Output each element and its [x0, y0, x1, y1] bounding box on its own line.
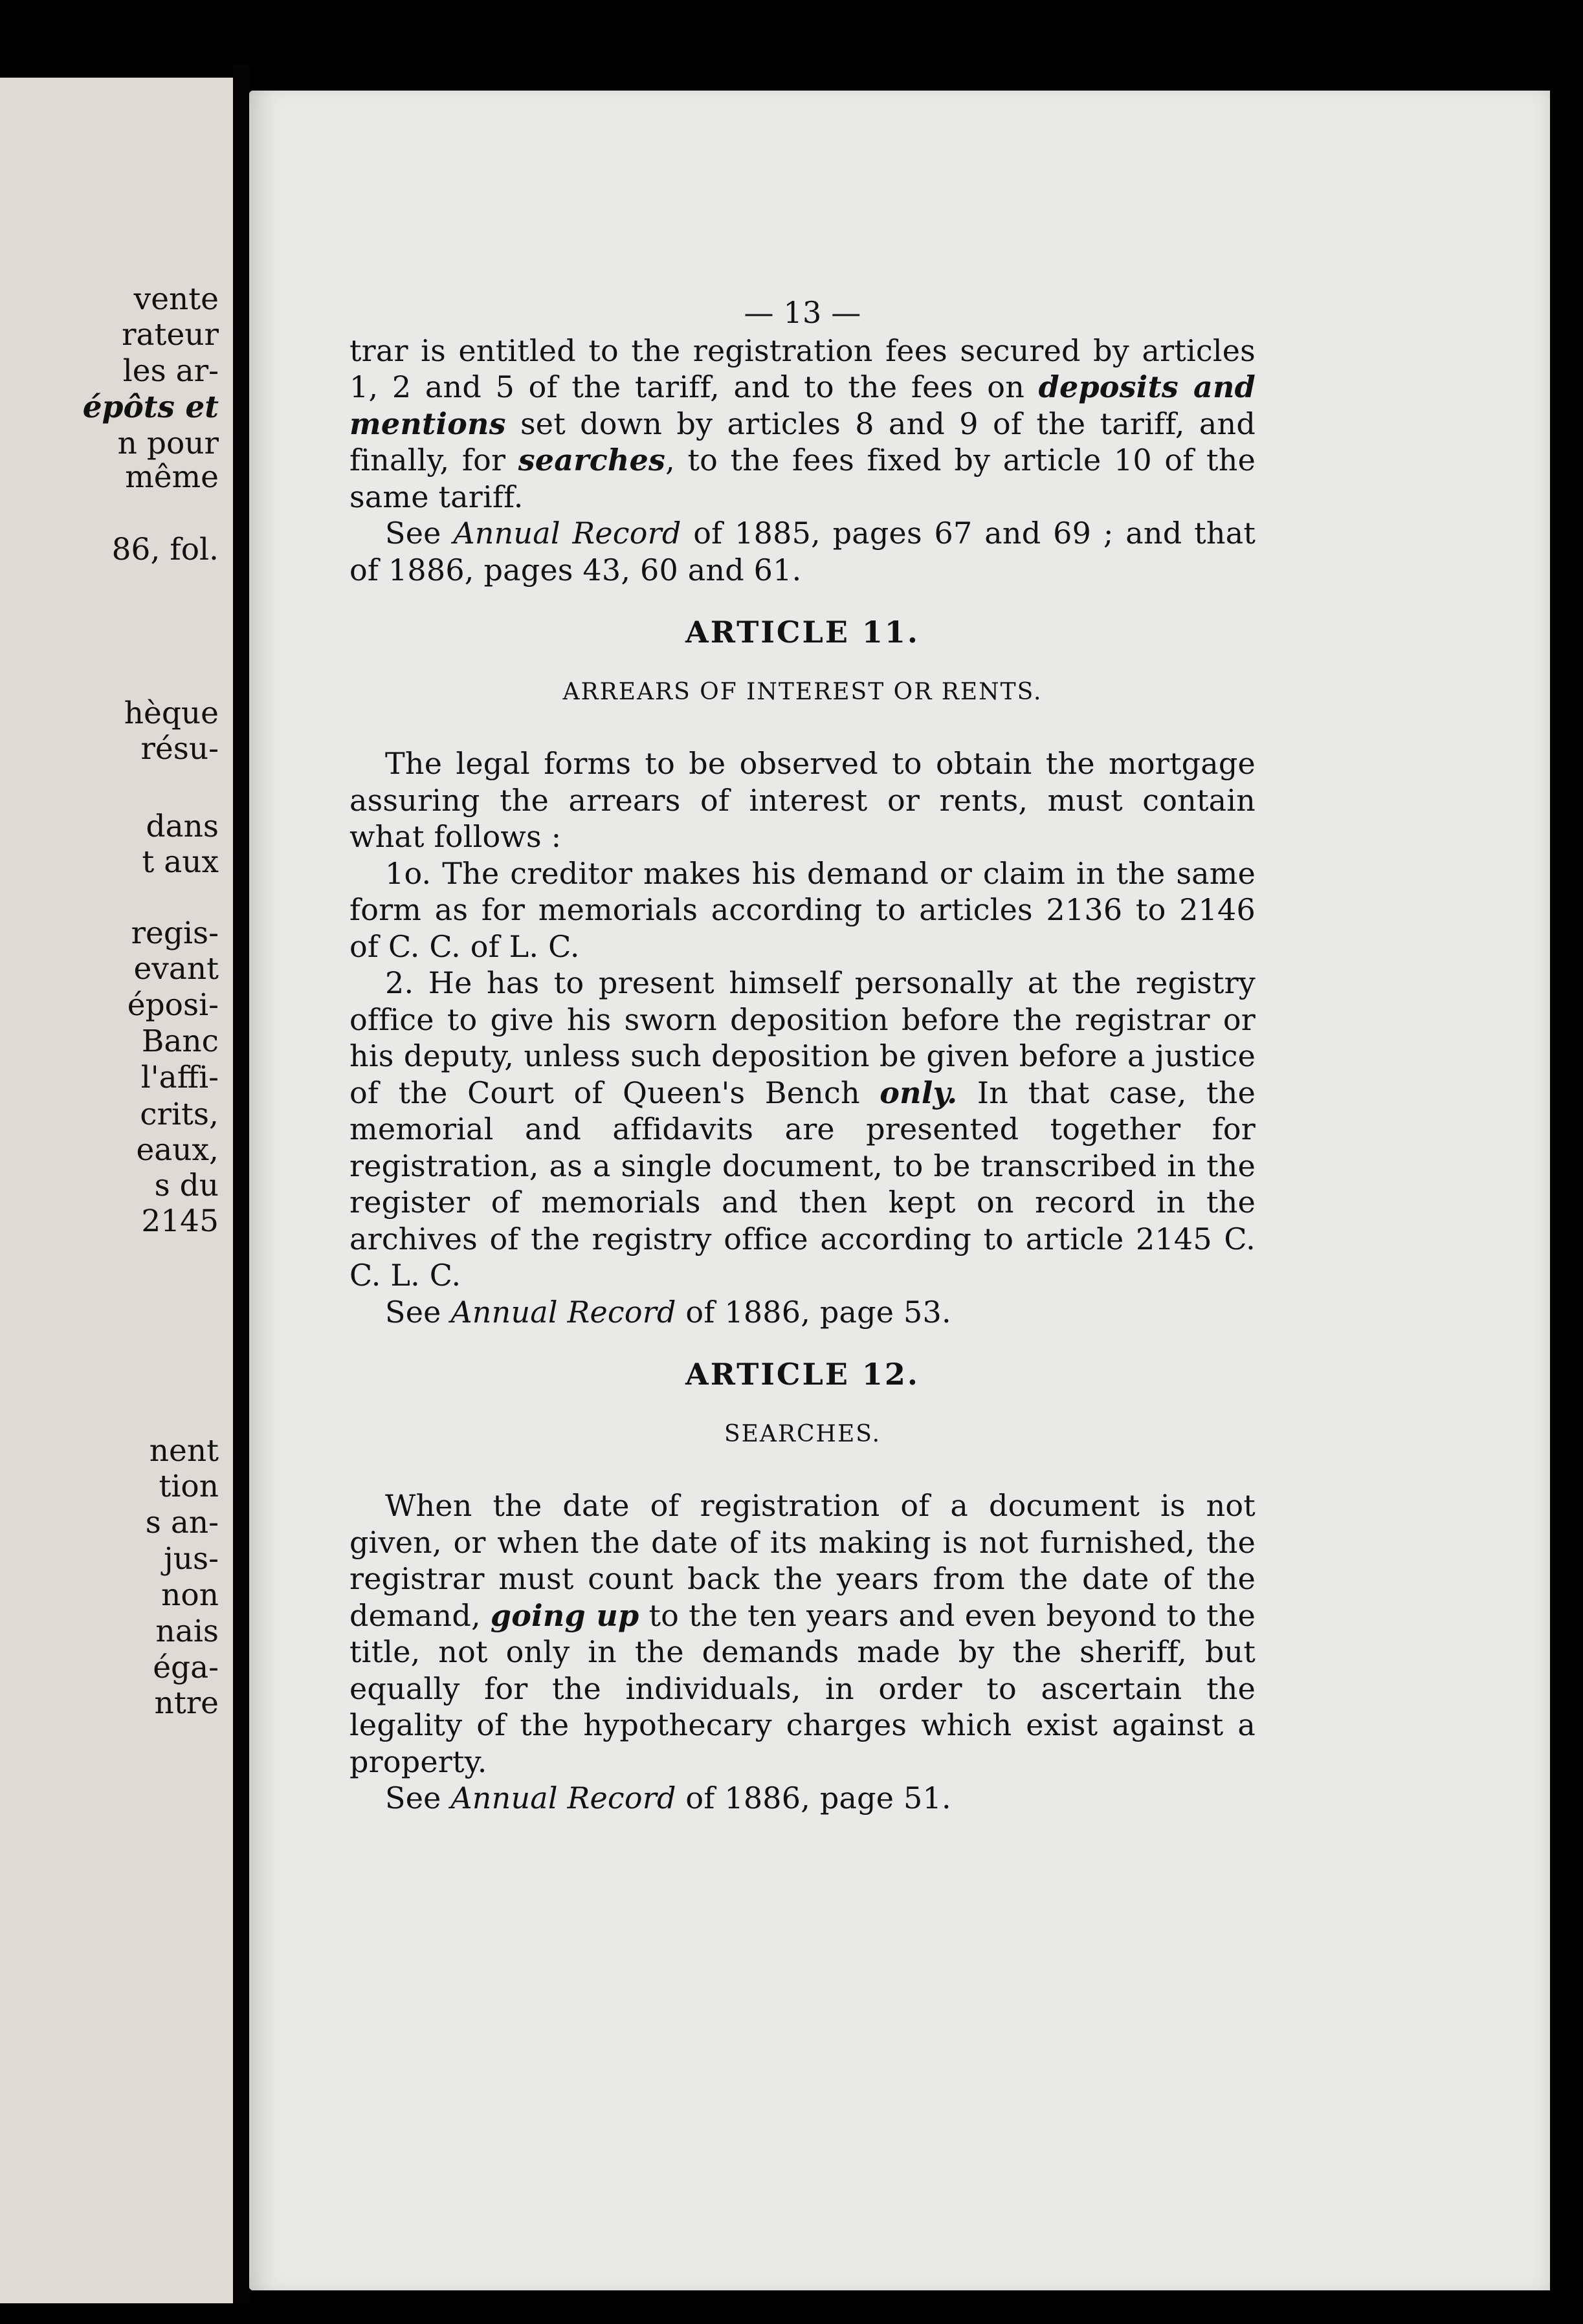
article-12-see-record: See Annual Record of 1886, page 51.: [385, 1781, 951, 1815]
left-page-line: hèque: [124, 696, 219, 731]
left-page-line: vente: [133, 281, 219, 317]
left-page-line: éposi-: [127, 987, 219, 1023]
left-page-line: s du: [154, 1168, 219, 1203]
left-page-line: s an-: [145, 1505, 219, 1540]
left-facing-page: [0, 78, 233, 2303]
article-11-subheading: ARREARS OF INTEREST OR RENTS.: [562, 678, 1043, 705]
article-12-subheading: SEARCHES.: [724, 1420, 881, 1447]
left-page-line: dans: [146, 809, 219, 844]
left-page-line: eaux,: [136, 1132, 219, 1168]
left-page-line: regis-: [131, 915, 219, 951]
paragraph-see-record-1885: See Annual Record of 1885, pages 67 and 69 ; and that of 1886, pages 43, 60 and 61.: [349, 516, 1256, 587]
left-page-line: n pour: [117, 426, 219, 461]
left-page-line: même: [125, 459, 219, 495]
page-text: [349, 294, 1256, 1817]
left-page-line: jus-: [164, 1541, 219, 1577]
article-11-see-record: See Annual Record of 1886, page 53.: [385, 1294, 951, 1330]
left-page-line: Banc: [141, 1024, 219, 1059]
left-page-line: t aux: [142, 844, 219, 880]
left-page-line: 86, fol.: [111, 532, 219, 567]
left-page-line: nent: [149, 1433, 219, 1469]
article-12-heading: ARTICLE 12.: [685, 1357, 920, 1392]
paragraph-registrar-fees: trar is entitled to the registration fees secured by articles 1, 2 and 5 of the tariff, and to the fees on deposits and mentions set down by articles 8 and 9 of the tariff, and finally, for searches, to the fees fixed by article 10 of the same tariff.: [349, 333, 1256, 514]
article-12-body: When the date of registration of a document is not given, or when the date of its making is not furnished, the registrar must count back the years from the date of the demand, going up to the ten years and even beyond to the title, not only in the demands made by the sheriff, but equally for the individuals, in order to ascertain the legality of the hypothecary charges which exist against a property.: [349, 1488, 1256, 1779]
left-page-line: épôts et: [82, 389, 219, 425]
left-page-line: éga-: [153, 1650, 219, 1685]
left-page-line: l'affi-: [140, 1060, 219, 1095]
left-page-line: résu-: [140, 731, 219, 767]
left-page-line: non: [161, 1577, 219, 1613]
article-11-item-2: 2. He has to present himself personally at the registry office to give his sworn deposition before the registrar or his deputy, unless such deposition be given before a justice of the Court of Queen's Bench only. In that case, the memorial and affidavits are presented together for registration, as a single document, to be transcribed in the register of memorials and then kept on record in the archives of the registry office according to article 2145 C. C. L. C.: [349, 965, 1256, 1293]
left-page-line: nais: [155, 1614, 219, 1649]
page-number: — 13 —: [744, 295, 861, 330]
left-page-line: rateur: [122, 317, 219, 353]
left-page-line: tion: [159, 1469, 219, 1504]
left-page-line: crits,: [140, 1097, 219, 1132]
article-11-item-1: 1o. The creditor makes his demand or claim in the same form as for memorials according to articles 2136 to 2146 of C. C. of L. C.: [349, 855, 1256, 964]
left-page-line: ntre: [154, 1685, 219, 1721]
left-page-line: evant: [133, 951, 219, 987]
left-page-line: 2145: [141, 1203, 219, 1239]
article-11-intro: The legal forms to be observed to obtain the mortgage assuring the arrears of interest or rents, must contain what follows :: [349, 746, 1256, 854]
article-11-heading: ARTICLE 11.: [685, 615, 920, 650]
book-gutter: [233, 65, 249, 2303]
left-page-line: les ar-: [122, 353, 219, 389]
